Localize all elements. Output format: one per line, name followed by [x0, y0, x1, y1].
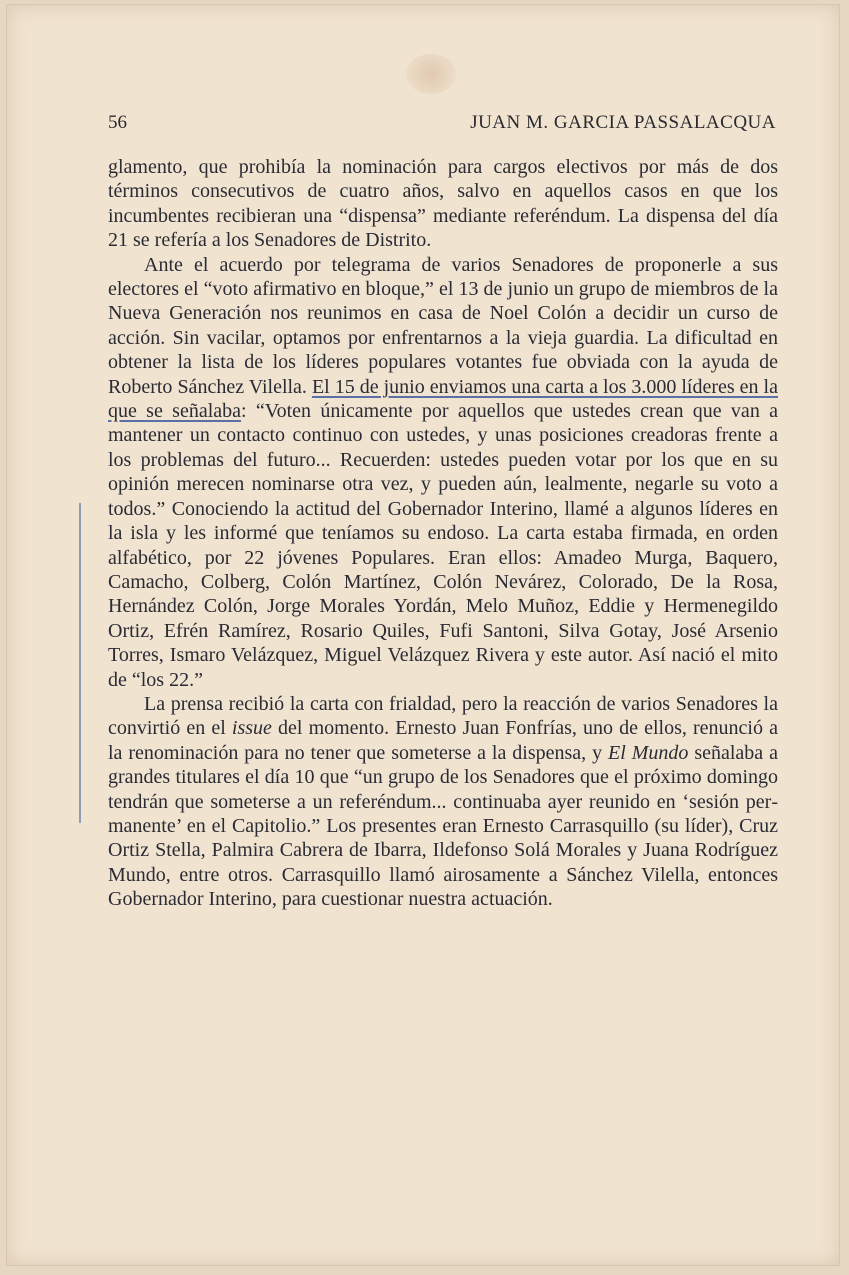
text-segment: : “Voten únicamente por aquellos que ustedes crean que van a mantener un contacto continuo con ustedes, y unas posiciones creadoras frente a los problemas del futuro... Recuerden: ustedes pueden votar por los que en su opinión merecen nominarse otra vez, y pueden aún, lealmente, negarle su voto a todos.” Conociendo la actitud del Gobernador Interino, llamé a algunos líderes en la isla y les informé que teníamos su endoso. La carta estaba firmada, en orden alfabético, por 22 jóvenes Populares. Eran ellos: Amadeo Murga, Baquero, Camacho, Colberg, Colón Martínez, Colón Nevárez, Colorado, De la Rosa, Hernández Colón, Jorge Morales Yordán, Melo Muñoz, Eddie y Hermenegildo Ortiz, Efrén Ramírez, Rosario Quiles, Fufi Santoni, Silva Gotay, José Arsenio Torres, Ismaro Velázquez, Miguel Velázquez Rivera y este autor. Así nació el mito de “los 22.”: [108, 400, 778, 691]
page-number: 56: [108, 112, 127, 133]
underlined-text: El 15 de junio enviamos una carta a los 3.000 líderes en la que se señalaba: [108, 375, 778, 423]
text-segment: del momento. Ernesto Juan Fonfrías, uno de ellos, renunció a la renominación para no tener que someterse a la dispensa, y: [108, 717, 778, 764]
text-segment: Ante el acuerdo por telegrama de varios Senadores de proponerle a sus electores el “voto afirmativo en bloque,” el 13 de junio un grupo de miembros de la Nueva Generación nos reunimos en casa de Noel Colón a decidir un curso de acción. Sin vacilar, optamos por enfrentarnos a la vieja guardia. La dificultad en obtener la lista de los líderes populares votantes fue obviada con la ayuda de Roberto Sánchez Vilella.: [108, 253, 778, 398]
text-segment: glamento, que prohibía la nominación para cargos electivos por más de dos términos consecutivos de cuatro años, salvo en aquellos casos en que los incumbentes recibieran una “dispensa” mediante referéndum. La dispensa del día 21 se refería a los Senadores de Distrito.: [108, 156, 778, 252]
running-head: JUAN M. GARCIA PASSALACQUA: [470, 112, 776, 133]
paragraph: [108, 692, 778, 912]
margin-pen-mark: [78, 503, 82, 823]
italic-text: issue: [231, 717, 272, 740]
paper-stain: [406, 54, 456, 94]
body-text: [108, 155, 778, 912]
italic-text: El Mundo: [608, 741, 689, 764]
page-header: [108, 112, 776, 136]
paragraph: [108, 155, 778, 253]
paragraph: [108, 253, 778, 692]
text-segment: La prensa recibió la carta con frialdad, pero la reacción de varios Senadores la convirtió en el: [108, 692, 778, 740]
text-segment: señalaba a grandes titulares el día 10 que “un grupo de los Senadores que el próximo domingo tendrán que someterse a un referéndum... continuaba ayer reunido en ‘sesión permanente’ en el Capitolio.” Los presentes eran Ernesto Carrasquillo (su líder), Cruz Ortiz Stella, Palmira Cabrera de Ibarra, Ildefonso Solá Morales y Juana Rodríguez Mundo, entre otros. Carrasquillo llamó airosamente a Sánchez Vilella, entonces Gobernador Interino, para cuestionar nuestra actuación.: [108, 741, 778, 911]
